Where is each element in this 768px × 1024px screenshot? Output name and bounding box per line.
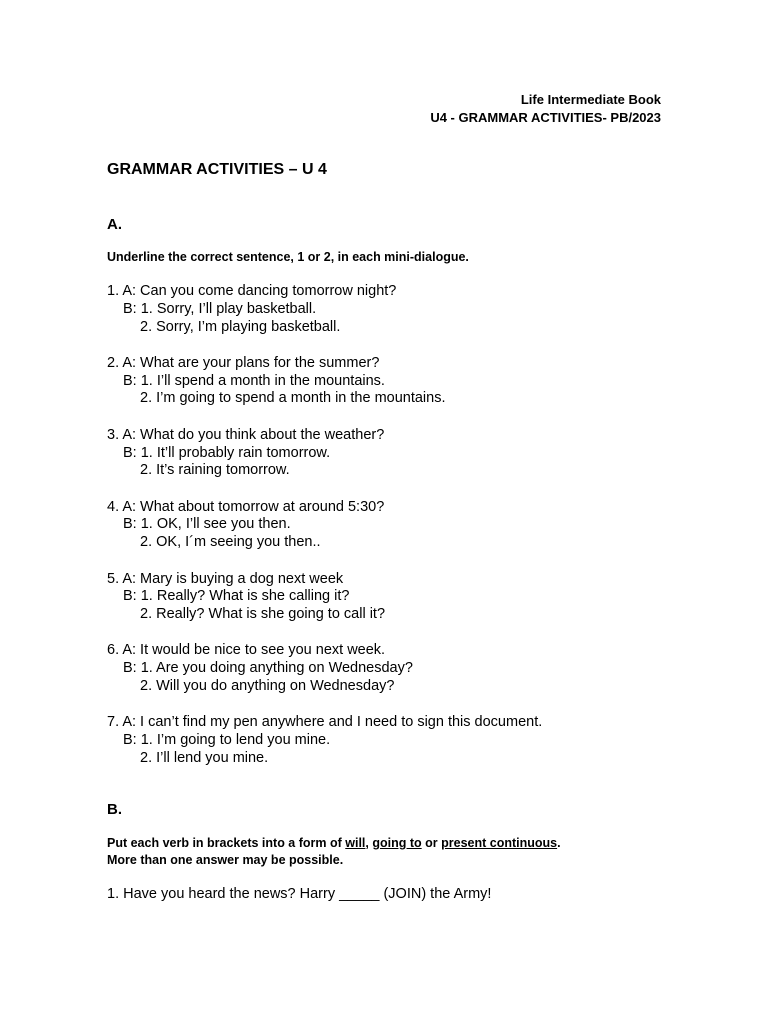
dialogue-option-2[interactable]: 2. It’s raining tomorrow.: [140, 462, 290, 479]
document-header: [430, 91, 661, 126]
dialogue-option-2[interactable]: 2. Sorry, I’m playing basketball.: [140, 318, 341, 335]
section-a-label: A.: [107, 216, 122, 233]
option-present-continuous: present continuous: [441, 836, 558, 850]
dialogue-option-2[interactable]: 2. I’m going to spend a month in the mountains.: [140, 390, 446, 407]
dialogue-option-2[interactable]: 2. OK, I´m seeing you then..: [140, 534, 321, 551]
dialogue-option-2[interactable]: 2. Will you do anything on Wednesday?: [140, 678, 395, 695]
dialogue-question: 4. A: What about tomorrow at around 5:30?: [107, 498, 385, 515]
dialogue-option-2[interactable]: 2. Really? What is she going to call it?: [140, 606, 386, 623]
dialogue-question: 5. A: Mary is buying a dog next week: [107, 570, 344, 587]
dialogue-question: 2. A: What are your plans for the summer?: [107, 354, 380, 371]
dialogue-option-1[interactable]: B: 1. It’ll probably rain tomorrow.: [123, 444, 331, 461]
dialogue-option-1[interactable]: B: 1. I’ll spend a month in the mountains.: [123, 372, 385, 389]
dialogue-question: 6. A: It would be nice to see you next week.: [107, 642, 386, 659]
mini-dialogue: [107, 642, 707, 695]
mini-dialogue-list: [107, 283, 707, 786]
option-going-to: going to: [372, 836, 422, 850]
section-a-instruction: Underline the correct sentence, 1 or 2, in each mini-dialogue.: [107, 250, 469, 264]
option-will: will: [345, 836, 366, 850]
instruction-suffix: .: [557, 836, 561, 850]
dialogue-question: 1. A: Can you come dancing tomorrow night?: [107, 283, 397, 299]
dialogue-option-1[interactable]: B: 1. I’m going to lend you mine.: [123, 732, 331, 749]
page-title: GRAMMAR ACTIVITIES – U 4: [107, 161, 327, 178]
header-unit-info: U4 - GRAMMAR ACTIVITIES- PB/2023: [430, 109, 661, 125]
section-b-instruction: [107, 835, 561, 868]
instruction-separator: or: [421, 836, 442, 850]
mini-dialogue: [107, 499, 707, 552]
exercise-item[interactable]: 1. Have you heard the news? Harry _____ (JOIN) the Army!: [107, 886, 492, 902]
dialogue-option-1[interactable]: B: 1. Sorry, I’ll play basketball.: [123, 300, 317, 317]
dialogue-question: 7. A: I can’t find my pen anywhere and I need to sign this document.: [107, 714, 543, 731]
dialogue-option-2[interactable]: 2. I’ll lend you mine.: [140, 749, 269, 766]
section-b-instruction-line-1: [107, 835, 561, 852]
section-b-label: B.: [107, 801, 122, 818]
section-b-instruction-line-2: More than one answer may be possible.: [107, 852, 344, 867]
mini-dialogue: [107, 283, 707, 336]
mini-dialogue: [107, 571, 707, 624]
header-book-title: Life Intermediate Book: [520, 92, 661, 107]
mini-dialogue: [107, 427, 707, 480]
dialogue-option-1[interactable]: B: 1. OK, I’ll see you then.: [123, 516, 291, 533]
dialogue-question: 3. A: What do you think about the weather?: [107, 426, 385, 443]
dialogue-option-1[interactable]: B: 1. Are you doing anything on Wednesday?: [123, 660, 413, 677]
instruction-separator: ,: [365, 836, 373, 850]
instruction-text: Put each verb in brackets into a form of: [107, 836, 346, 850]
mini-dialogue: [107, 714, 707, 767]
mini-dialogue: [107, 355, 707, 408]
dialogue-option-1[interactable]: B: 1. Really? What is she calling it?: [123, 588, 350, 605]
